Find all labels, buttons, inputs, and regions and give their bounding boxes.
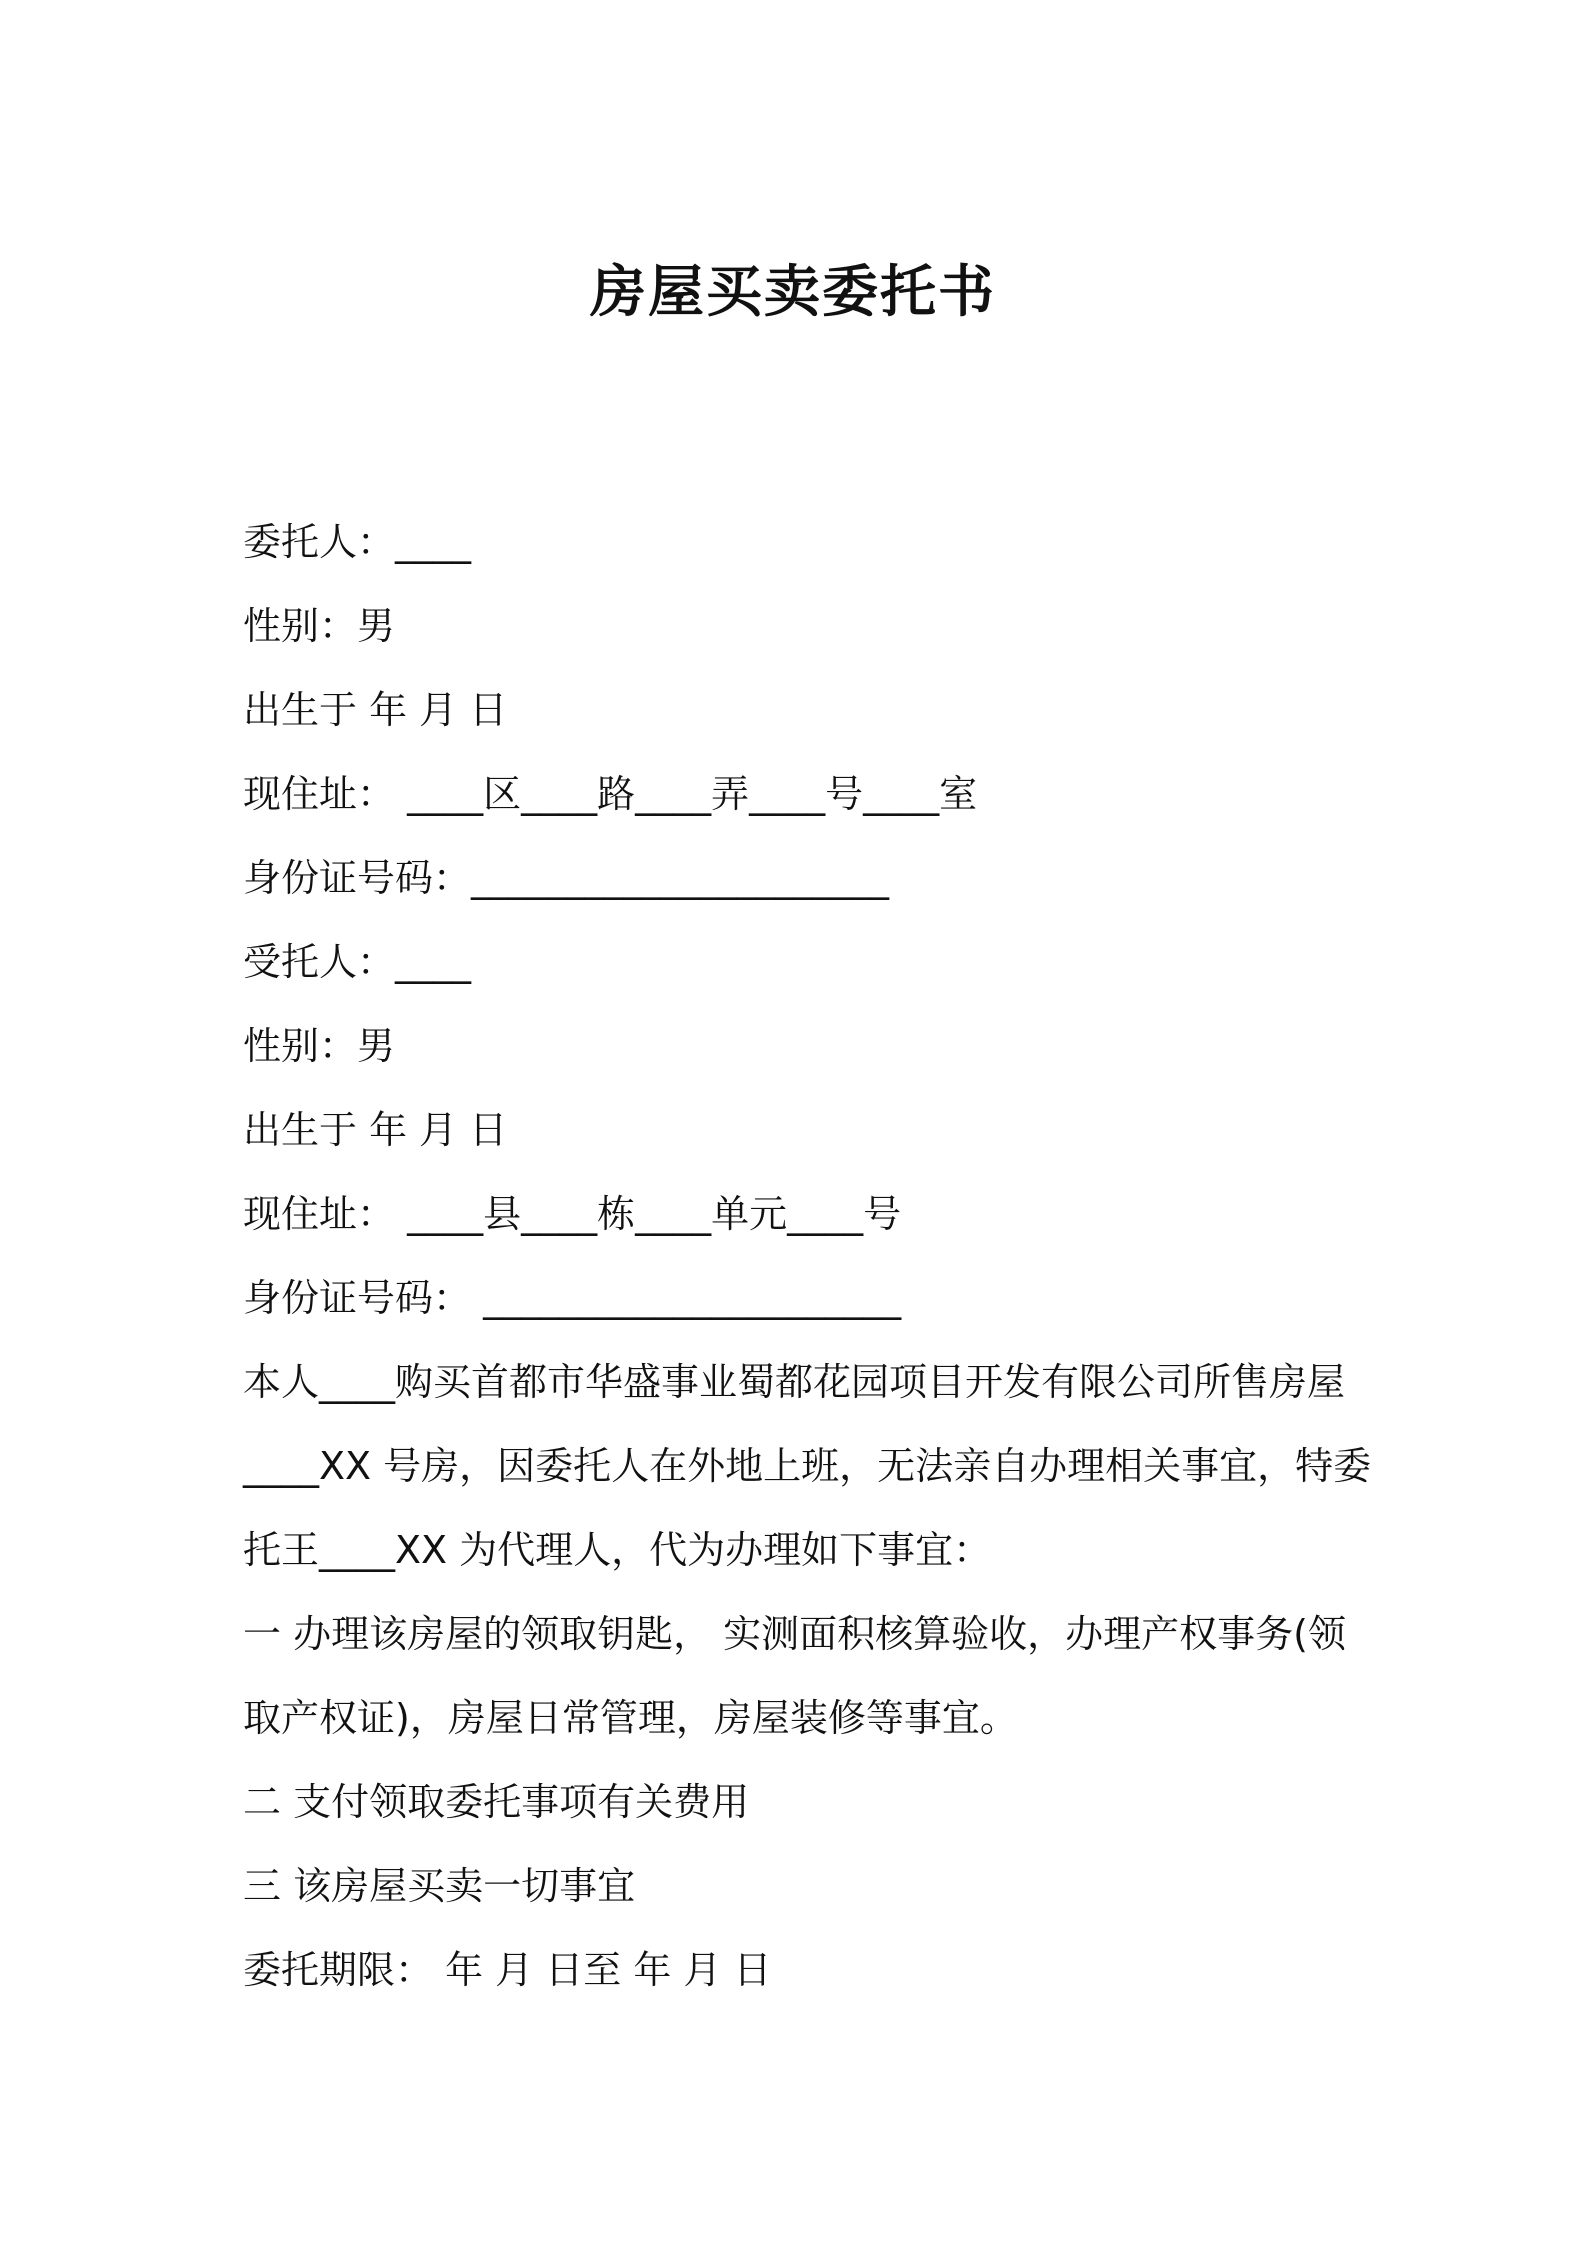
agent-id-line: 身份证号码： ______________________ <box>243 1276 902 1320</box>
agent-name-line: 受托人：____ <box>243 940 472 984</box>
document-body <box>243 500 1372 2012</box>
document-title: 房屋买卖委托书 <box>590 260 996 325</box>
principal-birth-line: 出生于 年 月 日 <box>243 688 508 732</box>
agent-birth-line: 出生于 年 月 日 <box>243 1108 508 1152</box>
agent-gender-line: 性别：男 <box>243 1024 396 1068</box>
statement-line-1: 本人____购买首都市华盛事业蜀都花园项目开发有限公司所售房屋 <box>243 1360 1346 1404</box>
entrustment-period-line: 委托期限： 年 月 日至 年 月 日 <box>243 1948 772 1992</box>
matter-one-line-2: 取产权证)，房屋日常管理，房屋装修等事宜。 <box>243 1696 1018 1740</box>
agent-address-line: 现住址： ____县____栋____单元____号 <box>243 1192 902 1236</box>
principal-id-line: 身份证号码：______________________ <box>243 856 890 900</box>
principal-address-line: 现住址： ____区____路____弄____号____室 <box>243 772 978 816</box>
principal-name-line: 委托人：____ <box>243 520 472 564</box>
statement-line-2: ____XX 号房，因委托人在外地上班，无法亲自办理相关事宜，特委 <box>243 1444 1372 1488</box>
principal-gender-line: 性别：男 <box>243 604 396 648</box>
matter-three-line: 三 该房屋买卖一切事宜 <box>243 1864 636 1908</box>
matter-two-line: 二 支付领取委托事项有关费用 <box>243 1780 750 1824</box>
statement-line-3: 托王____XX 为代理人，代为办理如下事宜： <box>243 1528 992 1572</box>
matter-one-line-1: 一 办理该房屋的领取钥匙， 实测面积核算验收，办理产权事务(领 <box>243 1612 1346 1656</box>
